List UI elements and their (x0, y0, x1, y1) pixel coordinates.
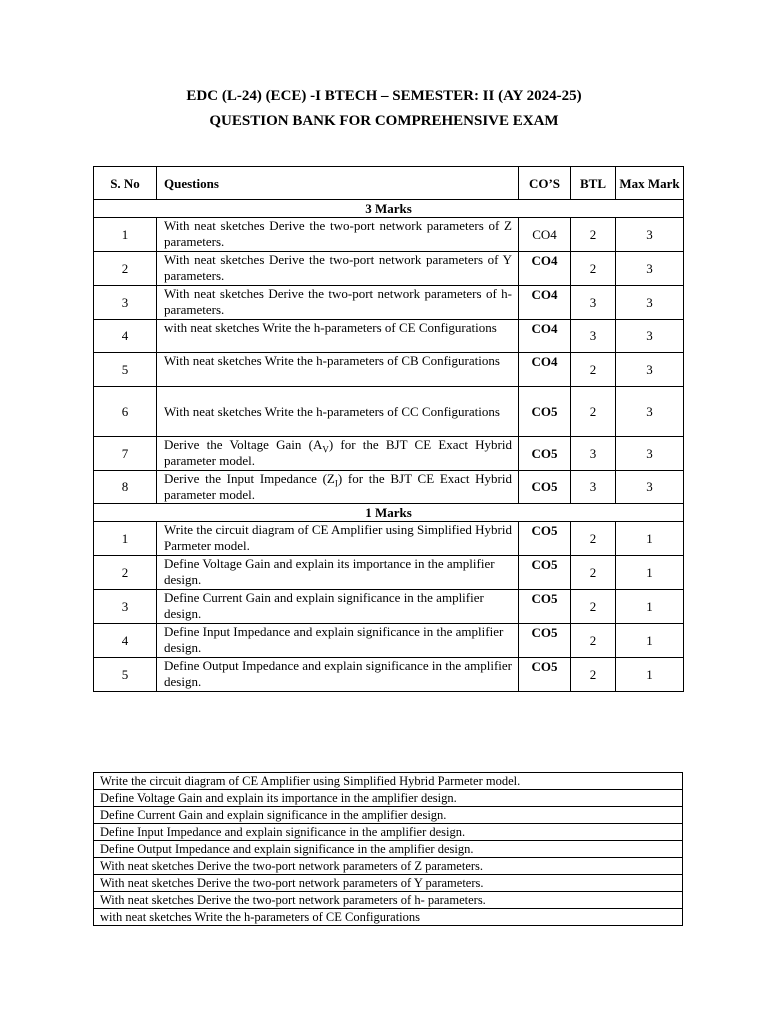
row-question: With neat sketches Derive the two-port network parameters of Z parameters. (157, 218, 519, 252)
row-max-mark: 3 (616, 286, 684, 320)
row-btl: 3 (571, 286, 616, 320)
row-max-mark: 1 (616, 590, 684, 624)
table-row (94, 658, 684, 692)
list-item-text: Write the circuit diagram of CE Amplifier using Simplified Hybrid Parmeter model. (94, 773, 683, 790)
row-max-mark: 1 (616, 658, 684, 692)
list-item-text: Define Output Impedance and explain significance in the amplifier design. (94, 841, 683, 858)
row-co: CO5 (519, 437, 571, 471)
subscript: I (334, 478, 338, 489)
question-text: Derive the Input Impedance (Z (164, 471, 335, 486)
table-row (94, 320, 684, 353)
row-sno: 2 (94, 252, 157, 286)
row-max-mark: 1 (616, 522, 684, 556)
row-btl: 3 (571, 437, 616, 471)
table-row (94, 471, 684, 504)
section-row-1-marks (94, 504, 684, 522)
question-text: Derive the Voltage Gain (A (164, 437, 323, 452)
question-text: ) for the BJT CE Exact Hybrid parameter model. (164, 471, 513, 502)
row-question: With neat sketches Derive the two-port network parameters of h- parameters. (157, 286, 519, 320)
question-table (93, 166, 684, 692)
row-sno: 3 (94, 590, 157, 624)
question-text: ) for the BJT CE Exact Hybrid parameter model. (164, 437, 513, 468)
row-question: Define Output Impedance and explain significance in the amplifier design. (157, 658, 519, 692)
row-question: Define Current Gain and explain significance in the amplifier design. (157, 590, 519, 624)
col-header-cos: CO’S (519, 167, 571, 200)
table-row (94, 624, 684, 658)
document-subtitle: QUESTION BANK FOR COMPREHENSIVE EXAM (209, 113, 559, 129)
list-item (94, 841, 683, 858)
list-item-text: Define Input Impedance and explain significance in the amplifier design. (94, 824, 683, 841)
table-row (94, 437, 684, 471)
list-item (94, 824, 683, 841)
row-co: CO5 (519, 387, 571, 437)
col-header-questions: Questions (157, 167, 519, 200)
row-co: CO5 (519, 556, 571, 590)
row-co: CO4 (519, 320, 571, 353)
row-sno: 6 (94, 387, 157, 437)
col-header-btl: BTL (571, 167, 616, 200)
row-max-mark: 3 (616, 471, 684, 504)
row-co: CO4 (519, 218, 571, 252)
row-btl: 2 (571, 556, 616, 590)
section-title: 3 Marks (94, 200, 684, 218)
table-row (94, 218, 684, 252)
document-title: EDC (L-24) (ECE) -I BTECH – SEMESTER: II (AY 2024-25) (186, 88, 582, 104)
table-row (94, 353, 684, 387)
table-row (94, 252, 684, 286)
table-header-row (94, 167, 684, 200)
table-row (94, 387, 684, 437)
row-sno: 4 (94, 624, 157, 658)
list-item (94, 909, 683, 926)
table-row (94, 522, 684, 556)
row-question: Define Voltage Gain and explain its importance in the amplifier design. (157, 556, 519, 590)
row-max-mark: 3 (616, 437, 684, 471)
table-row (94, 556, 684, 590)
list-item-text: Define Current Gain and explain significance in the amplifier design. (94, 807, 683, 824)
list-item (94, 858, 683, 875)
row-co: CO4 (519, 286, 571, 320)
row-question: With neat sketches Derive the two-port network parameters of Y parameters. (157, 252, 519, 286)
list-item-text: With neat sketches Derive the two-port network parameters of h- parameters. (94, 892, 683, 909)
row-question (157, 437, 519, 471)
col-header-sno: S. No (94, 167, 157, 200)
list-item-text: Define Voltage Gain and explain its importance in the amplifier design. (94, 790, 683, 807)
row-max-mark: 3 (616, 387, 684, 437)
list-item-text: With neat sketches Derive the two-port network parameters of Z parameters. (94, 858, 683, 875)
row-max-mark: 3 (616, 252, 684, 286)
question-list-table (93, 772, 683, 926)
list-item (94, 773, 683, 790)
col-header-max-mark: Max Mark (616, 167, 684, 200)
row-question: with neat sketches Write the h-parameters of CE Configurations (157, 320, 519, 353)
list-item (94, 892, 683, 909)
list-item-text: with neat sketches Write the h-parameters of CE Configurations (94, 909, 683, 926)
row-question: With neat sketches Write the h-parameters of CC Configurations (157, 387, 519, 437)
row-co: CO5 (519, 624, 571, 658)
list-item (94, 807, 683, 824)
row-max-mark: 3 (616, 218, 684, 252)
list-item (94, 790, 683, 807)
row-sno: 1 (94, 218, 157, 252)
row-co: CO5 (519, 658, 571, 692)
row-btl: 2 (571, 387, 616, 437)
row-co: CO5 (519, 590, 571, 624)
subscript: V (322, 444, 329, 455)
row-max-mark: 1 (616, 556, 684, 590)
row-btl: 2 (571, 590, 616, 624)
row-max-mark: 3 (616, 353, 684, 387)
row-btl: 3 (571, 471, 616, 504)
row-sno: 4 (94, 320, 157, 353)
section-row-3-marks (94, 200, 684, 218)
row-question (157, 471, 519, 504)
table-row (94, 590, 684, 624)
row-co: CO5 (519, 471, 571, 504)
row-sno: 5 (94, 353, 157, 387)
row-sno: 2 (94, 556, 157, 590)
row-sno: 8 (94, 471, 157, 504)
row-question: Define Input Impedance and explain significance in the amplifier design. (157, 624, 519, 658)
row-btl: 2 (571, 353, 616, 387)
row-btl: 2 (571, 218, 616, 252)
row-question: With neat sketches Write the h-parameters of CB Configurations (157, 353, 519, 387)
row-sno: 5 (94, 658, 157, 692)
row-btl: 2 (571, 624, 616, 658)
row-co: CO5 (519, 522, 571, 556)
row-sno: 1 (94, 522, 157, 556)
row-btl: 2 (571, 522, 616, 556)
row-max-mark: 1 (616, 624, 684, 658)
row-sno: 3 (94, 286, 157, 320)
row-co: CO4 (519, 353, 571, 387)
row-max-mark: 3 (616, 320, 684, 353)
table-row (94, 286, 684, 320)
row-sno: 7 (94, 437, 157, 471)
row-btl: 2 (571, 658, 616, 692)
list-item-text: With neat sketches Derive the two-port network parameters of Y parameters. (94, 875, 683, 892)
row-co: CO4 (519, 252, 571, 286)
section-title: 1 Marks (94, 504, 684, 522)
row-btl: 2 (571, 252, 616, 286)
list-item (94, 875, 683, 892)
row-btl: 3 (571, 320, 616, 353)
row-question: Write the circuit diagram of CE Amplifier using Simplified Hybrid Parmeter model. (157, 522, 519, 556)
